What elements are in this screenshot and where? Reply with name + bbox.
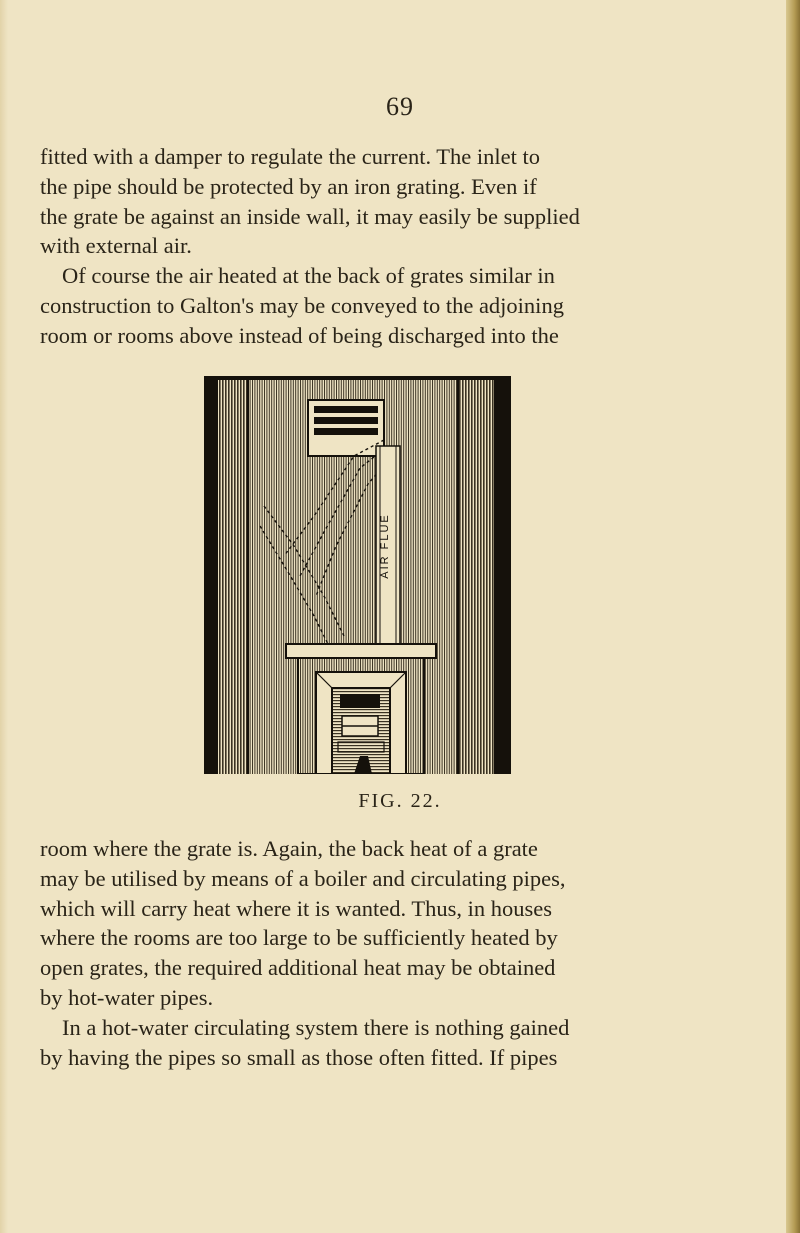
fireplace-flue-illustration: [204, 376, 511, 774]
page-edge: [786, 0, 800, 1233]
text-line: where the rooms are too large to be sufficiently heated by: [40, 925, 558, 951]
paragraph-4: [40, 1013, 660, 1073]
text-line: may be utilised by means of a boiler and circulating pipes,: [40, 865, 566, 891]
text-line: by hot-water pipes.: [40, 984, 214, 1010]
text-line: by having the pipes so small as those often fitted. If pipes: [40, 1044, 558, 1070]
text-line: In a hot-water circulating system there is nothing gained: [62, 1014, 570, 1040]
text-line: fitted with a damper to regulate the current. The inlet to: [40, 144, 541, 169]
fireplace-diagram: [204, 376, 511, 774]
text-line: construction to Galton's may be conveyed to the adjoining: [40, 292, 564, 318]
text-line: which will carry heat where it is wanted. Thus, in houses: [40, 895, 552, 921]
page-gutter-shadow: [0, 0, 8, 1233]
page-number: 69: [386, 92, 414, 121]
text-line: Of course the air heated at the back of grates similar in: [62, 263, 555, 289]
text-line: room or rooms above instead of being discharged into the: [40, 322, 559, 348]
text-line: the grate be against an inside wall, it may easily be supplied: [40, 203, 580, 229]
text-line: the pipe should be protected by an iron grating. Even if: [40, 173, 537, 199]
figure-caption: FIG. 22.: [358, 790, 442, 812]
paragraph-3: [40, 834, 660, 1013]
text-line: with external air.: [40, 233, 192, 259]
text-block-bottom: [40, 834, 660, 1072]
text-line: open grates, the required additional heat may be obtained: [40, 955, 556, 981]
text-line: room where the grate is. Again, the back heat of a grate: [40, 836, 538, 861]
paragraph-1: [40, 142, 660, 261]
text-block-top: [40, 142, 660, 351]
air-flue-label: AIR FLUE: [379, 513, 391, 579]
paragraph-2: [40, 261, 660, 350]
